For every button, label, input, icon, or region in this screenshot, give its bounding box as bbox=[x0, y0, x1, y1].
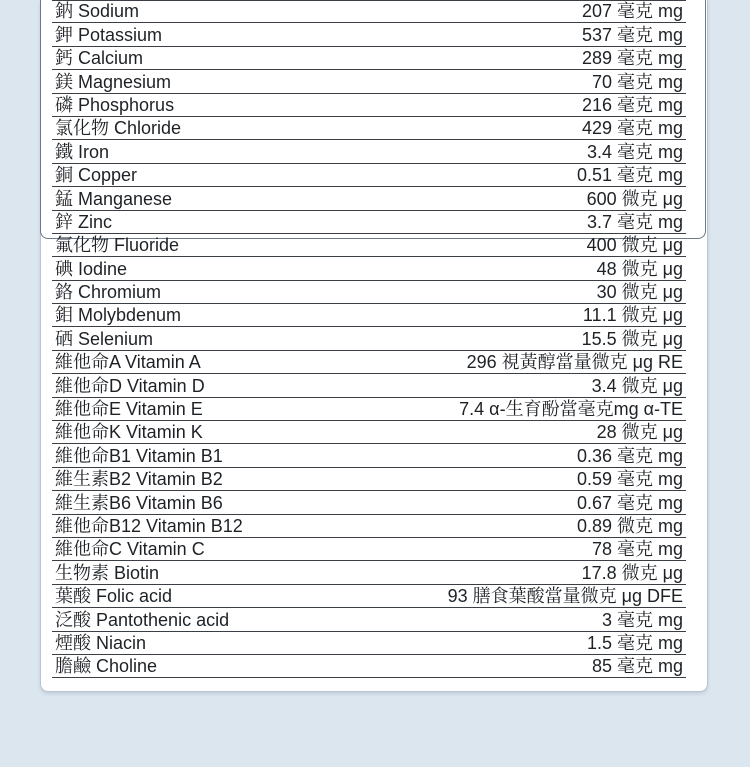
nutrient-row bbox=[52, 140, 686, 163]
nutrient-row bbox=[52, 608, 686, 631]
nutrient-amount: 3.4 微克 μg bbox=[591, 375, 683, 396]
nutrient-row bbox=[52, 444, 686, 467]
nutrient-amount: 7.4 α-生育酚當毫克mg α-TE bbox=[459, 399, 683, 420]
nutrient-amount: 85 毫克 mg bbox=[591, 656, 683, 677]
nutrient-amount: 207 毫克 mg bbox=[581, 1, 683, 22]
nutrient-amount: 289 毫克 mg bbox=[581, 48, 683, 69]
nutrient-amount: 0.89 微克 mg bbox=[576, 515, 683, 536]
nutrient-amount: 11.1 微克 μg bbox=[582, 305, 683, 326]
nutrient-name: 碘 Iodine bbox=[55, 258, 128, 279]
nutrient-row bbox=[52, 491, 686, 514]
nutrient-name: 銅 Copper bbox=[55, 165, 138, 186]
nutrient-name: 鉀 Potassium bbox=[55, 24, 163, 45]
nutrient-amount: 3.7 毫克 mg bbox=[586, 211, 683, 232]
nutrient-name: 鐵 Iron bbox=[55, 141, 110, 162]
nutrient-name: 氯化物 Chloride bbox=[55, 118, 182, 139]
nutrient-amount: 537 毫克 mg bbox=[581, 24, 683, 45]
nutrient-name: 維他命D Vitamin D bbox=[55, 375, 205, 396]
nutrient-amount: 0.51 毫克 mg bbox=[576, 165, 683, 186]
nutrient-row bbox=[52, 23, 686, 46]
nutrient-row bbox=[52, 515, 686, 538]
nutrient-row bbox=[52, 468, 686, 491]
nutrient-name: 鉬 Molybdenum bbox=[55, 305, 182, 326]
nutrient-name: 膽鹼 Choline bbox=[55, 656, 158, 677]
nutrient-row bbox=[52, 117, 686, 140]
nutrient-row bbox=[52, 351, 686, 374]
nutrient-row bbox=[52, 327, 686, 350]
nutrient-amount: 28 微克 μg bbox=[596, 422, 683, 443]
nutrient-name: 維生素B2 Vitamin B2 bbox=[55, 469, 223, 490]
nutrient-amount: 15.5 微克 μg bbox=[581, 328, 683, 349]
nutrient-name: 維他命B1 Vitamin B1 bbox=[55, 445, 223, 466]
nutrient-name: 生物素 Biotin bbox=[55, 562, 160, 583]
nutrient-name: 氟化物 Fluoride bbox=[55, 235, 180, 256]
nutrient-name: 葉酸 Folic acid bbox=[55, 586, 173, 607]
nutrient-name: 磷 Phosphorus bbox=[55, 94, 175, 115]
nutrient-row bbox=[52, 0, 686, 23]
nutrient-row bbox=[52, 398, 686, 421]
nutrient-amount: 1.5 毫克 mg bbox=[586, 632, 683, 653]
nutrient-name: 鉻 Chromium bbox=[55, 282, 162, 303]
nutrient-amount: 93 膳食葉酸當量微克 μg DFE bbox=[447, 586, 683, 607]
nutrient-amount: 400 微克 μg bbox=[586, 235, 683, 256]
nutrient-row bbox=[52, 94, 686, 117]
nutrient-amount: 17.8 微克 μg bbox=[581, 562, 683, 583]
nutrient-amount: 296 視黃醇當量微克 μg RE bbox=[466, 352, 683, 373]
nutrient-amount: 48 微克 μg bbox=[596, 258, 683, 279]
nutrient-row bbox=[52, 655, 686, 678]
nutrient-amount: 30 微克 μg bbox=[596, 282, 683, 303]
nutrient-amount: 216 毫克 mg bbox=[581, 94, 683, 115]
nutrient-amount: 3 毫克 mg bbox=[601, 609, 683, 630]
nutrient-amount: 3.4 毫克 mg bbox=[586, 141, 683, 162]
nutrient-amount: 0.59 毫克 mg bbox=[576, 469, 683, 490]
nutrient-row bbox=[52, 585, 686, 608]
nutrient-row bbox=[52, 538, 686, 561]
nutrient-name: 鋅 Zinc bbox=[55, 211, 113, 232]
nutrient-name: 維他命K Vitamin K bbox=[55, 422, 203, 443]
nutrient-row bbox=[52, 211, 686, 234]
nutrient-amount: 0.67 毫克 mg bbox=[576, 492, 683, 513]
nutrient-name: 錳 Manganese bbox=[55, 188, 173, 209]
nutrient-name: 維他命A Vitamin A bbox=[55, 352, 201, 373]
nutrient-row bbox=[52, 164, 686, 187]
nutrient-name: 維生素B6 Vitamin B6 bbox=[55, 492, 223, 513]
nutrient-name: 鈣 Calcium bbox=[55, 48, 144, 69]
nutrient-row bbox=[52, 234, 686, 257]
nutrient-name: 鎂 Magnesium bbox=[55, 71, 172, 92]
nutrient-amount: 70 毫克 mg bbox=[591, 71, 683, 92]
nutrient-name: 硒 Selenium bbox=[55, 328, 154, 349]
nutrient-row bbox=[52, 561, 686, 584]
nutrient-table bbox=[52, 0, 686, 678]
nutrient-row bbox=[52, 281, 686, 304]
nutrient-row bbox=[52, 47, 686, 70]
nutrient-amount: 0.36 毫克 mg bbox=[576, 445, 683, 466]
nutrient-row bbox=[52, 257, 686, 280]
nutrient-name: 維他命C Vitamin C bbox=[55, 539, 205, 560]
nutrient-name: 煙酸 Niacin bbox=[55, 632, 147, 653]
nutrient-row bbox=[52, 304, 686, 327]
nutrient-row bbox=[52, 421, 686, 444]
nutrient-amount: 600 微克 μg bbox=[586, 188, 683, 209]
nutrient-name: 維他命E Vitamin E bbox=[55, 399, 203, 420]
nutrient-amount: 78 毫克 mg bbox=[591, 539, 683, 560]
nutrient-row bbox=[52, 187, 686, 210]
nutrient-name: 鈉 Sodium bbox=[55, 1, 140, 22]
nutrient-row bbox=[52, 374, 686, 397]
nutrient-row bbox=[52, 632, 686, 655]
nutrient-name: 泛酸 Pantothenic acid bbox=[55, 609, 230, 630]
nutrient-amount: 429 毫克 mg bbox=[581, 118, 683, 139]
nutrient-name: 維他命B12 Vitamin B12 bbox=[55, 515, 243, 536]
nutrient-row bbox=[52, 70, 686, 93]
